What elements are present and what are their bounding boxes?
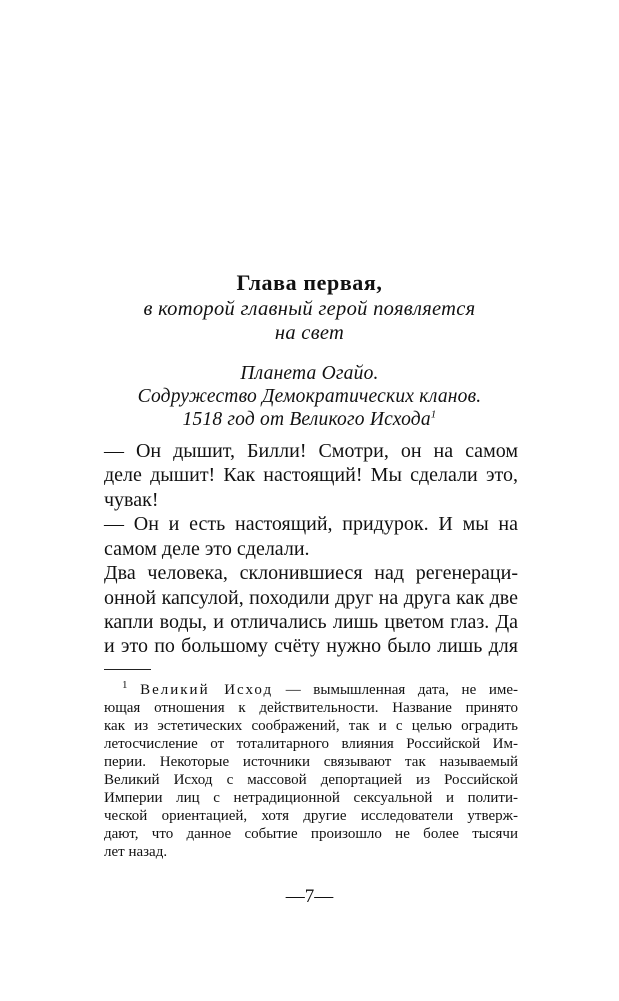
epigraph-line bbox=[0, 409, 619, 431]
chapter-subtitle-line: на свет bbox=[274, 322, 345, 344]
footnote-ref: 1 bbox=[430, 408, 437, 421]
footnote-line bbox=[104, 679, 518, 699]
footnote-line: лет назад. bbox=[104, 844, 168, 860]
footnote-line: летосчисление от тоталитарного влияния Российской Им- bbox=[104, 736, 518, 752]
footnote-divider bbox=[104, 669, 151, 670]
footnote-line: перии. Некоторые источники связывают так называемый bbox=[104, 754, 518, 770]
footnote-line: ющая отношения к действительности. Название принято bbox=[104, 700, 518, 716]
epigraph-line: Содружество Демократических кланов. bbox=[137, 386, 482, 407]
footnote-line: Великий Исход с массовой депортацией из Российской bbox=[104, 772, 518, 788]
body-line: онной капсулой, походили друг на друга как две bbox=[104, 587, 518, 609]
page-number: —7— bbox=[285, 886, 334, 907]
epigraph-text: 1518 год от Великого Исхода bbox=[182, 409, 431, 430]
body-line: деле дышит! Как настоящий! Мы сделали это, bbox=[104, 464, 518, 486]
footnote-line: ческой ориентацией, хотя другие исследователи утверж- bbox=[104, 808, 518, 824]
footnote-line: Империи лиц с нетрадиционной сексуальной и полити- bbox=[104, 790, 518, 806]
body-line: и это по большому счёту нужно было лишь для bbox=[104, 635, 518, 657]
chapter-subtitle-line: в которой главный герой появляется bbox=[143, 298, 476, 320]
footnote-line: как из эстетических соображений, так и с целью оградить bbox=[104, 718, 518, 734]
footnote-line: дают, что данное событие произошло не более тысячи bbox=[104, 826, 518, 842]
footnote-text: — вымышленная дата, не име- bbox=[273, 682, 518, 698]
body-line: — Он дышит, Билли! Смотри, он на самом bbox=[104, 440, 518, 462]
chapter-title: Глава первая, bbox=[236, 270, 383, 295]
body-line: Два человека, склонившиеся над регенераци- bbox=[104, 562, 518, 584]
body-line: капли воды, и отличались лишь цветом глаз. Да bbox=[104, 611, 518, 633]
epigraph-line: Планета Огайо. bbox=[240, 363, 379, 384]
footnote-marker: 1 bbox=[122, 679, 128, 691]
body-line: — Он и есть настоящий, придурок. И мы на bbox=[104, 513, 518, 535]
body-line: чувак! bbox=[104, 489, 159, 511]
body-line: самом деле это сделали. bbox=[104, 538, 310, 560]
footnote-term: Великий Исход bbox=[140, 682, 274, 698]
